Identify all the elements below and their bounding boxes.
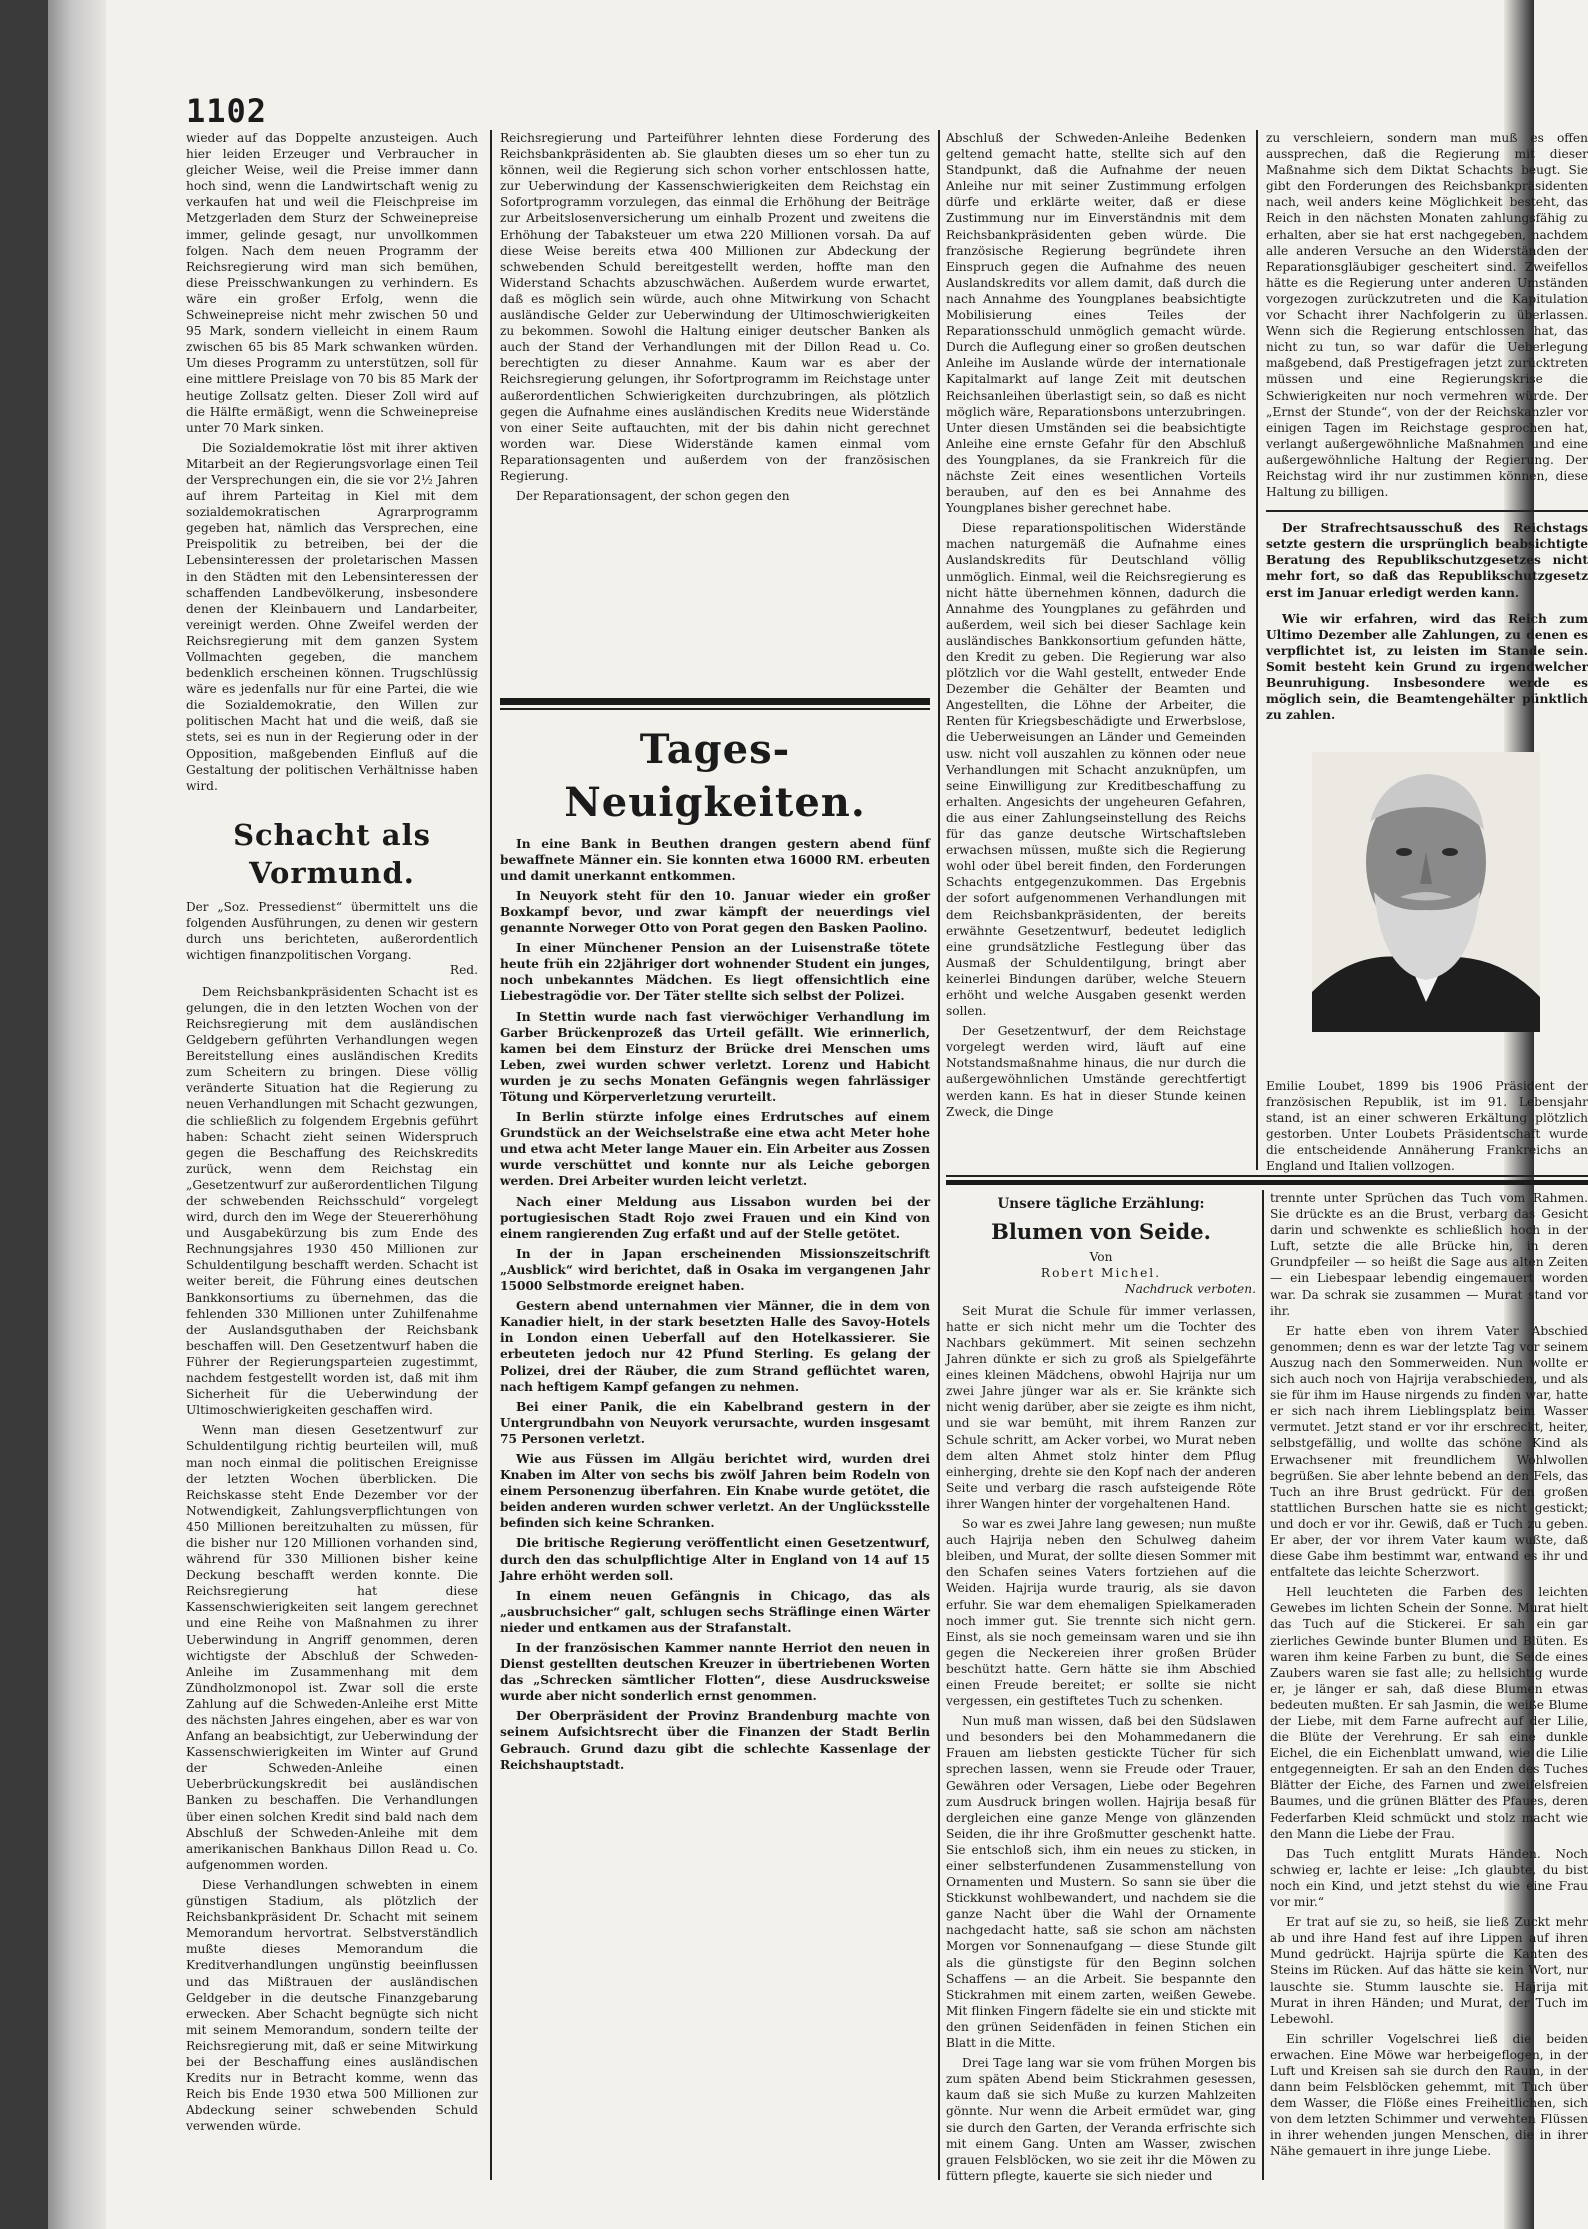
article-paragraph: Diese Verhandlungen schwebten in einem günstigen Stadium, als plötzlich der Reichsbankpräsident Dr. Schacht mit seinem Memorandum hervortrat. Selbstverständlich mußte dieses Memorandum die Kreditverhandlungen ungünstig beeinflussen und das Mißtrauen der ausländischen Geldgeber in die deutsche Finanzgebarung erwecken. Aber Schacht begnügte sich nicht mit seinem Memorandum, sondern teilte der Reichsregierung mit, daß er seine Mitwirkung bei der Beschaffung eines ausländischen Kredits nur in Betracht komme, wenn das Reich bis Ende 1930 etwa 500 Millionen zur Abdeckung seiner schwebenden Schuld verwenden würde. xyxy=(186,1877,478,2134)
news-item: Der Oberpräsident der Provinz Brandenburg machte von seinem Aufsichtsrecht über die Finanzen der Stadt Berlin Gebrauch. Grund dazu gibt die schlechte Kassenlage der Reichshauptstadt. xyxy=(500,1709,930,1772)
news-item: In eine Bank in Beuthen drangen gestern abend fünf bewaffnete Männer ein. Sie konnten etwa 16000 RM. erbeuten und damit unerkannt entkommen. xyxy=(500,836,930,883)
page-gutter-shadow xyxy=(48,0,106,2229)
story-paragraph: Ein schriller Vogelschrei ließ die beiden erwachen. Eine Möwe war herbeigeflogen, in der Luft und Kreisen sah sie durch den Raum, in der dann beim Felsblöcken gehemmt, mit Tuch über dem Wasser, die Flöße eines Freiheitlichen, sich von dem letzten Schimmer und verwehten Flüssen in ihrer wehenden jungen Menschen, die in ihrer Nähe gemauert in ihre junge Liebe. xyxy=(1270,2031,1588,2159)
story-paragraph: Hell leuchteten die Farben des leichten Gewebes im lichten Schein der Sonne. Murat hielt das Tuch auf die Stickerei. Er sah ein gar zierliches Gewinde bunter Blumen und Blüten. Es waren ihm keine Farben zu bunt, die Seide eines Zaubers waren sie fast alle; zu hellsichtig wurde er, je länger er sah, daß diese Blumen etwas bedeuten mußten. Er sah Jasmin, die weiße Blume der Liebe, mit dem Farne aufrecht auf der Lilie, die Blüte der Verehrung. Er sah eine dunkle Eichel, die ein Eichenblatt umwand, wie die Lilie entgegenneigten. Er sah an den Enden des Tuches Blätter der Eiche, des Farnen und zweifelsfreien Baumes, und die grünen Blätter des Pfaues, deren Federfarben Kleid schmückt und stolz macht wie den Mann die Liebe der Frau. xyxy=(1270,1585,1588,1841)
story-paragraph: So war es zwei Jahre lang gewesen; nun mußte auch Hajrija neben den Schulweg daheim bleiben, und Murat, der sollte diesen Sommer mit den Schafen seines Vaters fortziehen auf die Weiden. Hajrija wurde traurig, als sie davon erfuhr. Sie war dem ehemaligen Spielkameraden noch immer gut. Sie trennte sich nicht gern. Einst, als sie noch gemeinsam waren und sie ihn gegen die Neckereien ihrer großen Brüder beschützt hatte. Gern hätte sie ihm Abschied einen Freude bereitet; er sollte sie nicht vergessen, ein gestiftetes Tuch zu schenken. xyxy=(946,1517,1256,1709)
news-item: Nach einer Meldung aus Lissabon wurden bei der portugiesischen Stadt Rojo zwei Frauen und ein Kind von einem rangierenden Zug erfaßt und auf der Stelle getötet. xyxy=(500,1194,930,1241)
news-item: In einer Münchener Pension an der Luisenstraße tötete heute früh ein 22jähriger dort wohnender Student ein junges, noch unbekanntes Mädchen. Es liegt offensichtlich eine Liebestragödie vor. Der Täter stellte sich selbst der Polizei. xyxy=(500,941,930,1004)
story-rule-thick xyxy=(946,1180,1588,1185)
story-rule xyxy=(946,1175,1588,1177)
news-column xyxy=(500,714,930,1777)
col3-paragraph: Abschluß der Schweden-Anleihe Bedenken geltend gemacht hatte, stellte sich auf den Standpunkt, daß die Aufnahme der neuen Anleihe nur mit seiner Zustimmung erfolgen dürfe und erklärte weiter, daß er diese Zustimmung nur im Einverständnis mit dem Reichsbankpräsidenten geben würde. Die französische Regierung begründete ihren Einspruch gegen die Aufnahme des neuen Auslandskredits vor allem damit, daß durch die nach Annahme des Youngplanes beabsichtigte Mobilisierung eines Teiles der Reparationsschuld unmöglich gemacht würde. Durch die Auflegung einer so großen deutschen Anleihe im Auslande würde der internationale Kapitalmarkt auf lange Zeit mit deutschen Reichsanleihen überlastigt sein, so daß es nicht möglich wäre, Reparationsbons unterzubringen. Unter diesen Umständen sei die beabsichtigte Anleihe eine ernste Gefahr für den Abschluß des Youngplanes, da sie Frankreich für die nächste Zeit eines wesentlichen Vorteils berauben, auf den es bei Annahme des Youngplanes bisher gerechnet habe. xyxy=(946,131,1246,516)
article-paragraph: Wenn man diesen Gesetzentwurf zur Schuldentilgung richtig beurteilen will, muß man noch einmal die politischen Ereignisse der letzten Wochen überblicken. Die Reichskasse steht Ende Dezember vor der Notwendigkeit, Zahlungsverpflichtungen von 450 Millionen bereitzuhalten zu müssen, für die bisher nur 120 Millionen vorhanden sind, während für 330 Millionen bisher keine Deckung beschafft werden konnte. Die Reichsregierung hat diese Kassenschwierigkeiten seit langem gerechnet und eine Reihe von Maßnahmen zu ihrer Ueberwindung in Angriff genommen, deren wichtigste der Abschluß der Schweden-Anleihe im Zusammenhang mit dem Zündholzmonopol ist. Zwar soll die erste Zahlung auf die Schweden-Anleihe erst Mitte des nächsten Jahres eingehen, aber es war von Anfang an beabsichtigt, zur Ueberwindung der Kassenschwierigkeiten im Winter auf Grund der Schweden-Anleihe einen Ueberbrückungskredit bei ausländischen Banken zu beschaffen. Die Verhandlungen über einen solchen Kredit sind bald nach dem Abschluß der Schweden-Anleihe mit dem amerikanischen Bankhaus Dillon Read u. Co. aufgenommen worden. xyxy=(186,1423,478,1872)
news-item: In Berlin stürzte infolge eines Erdrutsches auf einem Grundstück an der Weichselstraße eine etwa acht Meter hohe und etwa acht Meter lange Mauer ein. Ein Arbeiter aus Zossen wurde verschüttet und konnte nur als Leiche geborgen werden. Drei Arbeiter wurden leicht verletzt. xyxy=(500,1110,930,1189)
news-item: Bei einer Panik, die ein Kabelbrand gestern in der Untergrundbahn von Neuyork verursachte, wurden insgesamt 75 Personen verletzt. xyxy=(500,1399,930,1446)
news-item: Der Strafrechtsausschuß des Reichstags setzte gestern die ursprünglich beabsichtigte Beratung des Republikschutzgesetzes nicht mehr fort, so daß das Republikschutzgesetz erst im Januar erledigt werden kann. xyxy=(1266,521,1588,600)
section-rule xyxy=(500,698,930,705)
col1-paragraph: Die Sozialdemokratie löst mit ihrer aktiven Mitarbeit an der Regierungsvorlage einen Teil der Versprechungen ein, die sie vor 2½ Jahren auf ihrem Parteitag in Kiel mit dem sozialdemokratischen Agrarprogramm gegeben hat, nämlich das Versprechen, eine Preispolitik zu betreiben, bei der die Lebensinteressen der proletarischen Massen in den Städten mit den Lebensinteressen der schaffenden Landbevölkerung, insbesondere denen der Kleinbauern und Landarbeiter, vereinigt werden. Ohne Zweifel werden der Reichsregierung mit dem ganzen System Vollmachten gegeben, die manchem bedenklich erscheinen können. Trugschlüssig wäre es jedenfalls nur für eine Partei, die wie die Sozialdemokratie, den Willen zur politischen Macht hat und die weiß, daß sie stets, sei es nun in der Regierung oder in der Opposition, maßgebenden Einfluß auf die Gestaltung der politischen Verhältnisse haben wird. xyxy=(186,440,478,793)
news-item: In der in Japan erscheinenden Missionszeitschrift „Ausblick“ wird berichtet, daß in Osaka im vergangenen Jahr 15000 Selbstmorde ereignet haben. xyxy=(500,1246,930,1294)
story-paragraph: Nun muß man wissen, daß bei den Südslawen und besonders bei den Mohammedanern die Frauen am liebsten gestickte Tücher für sich sprechen lassen, wenn sie Freude oder Trauer, Gewähren oder Versagen, Liebe oder Begehren zum Ausdruck bringen wollen. Hajrija besaß für dergleichen eine ganze Menge von glänzenden Seiden, die ihr ihre Großmutter geschenkt hatte. Sie entschloß sich, ihm ein neues zu sticken, in einer selbsterfundenen Zusammenstellung von Ornamenten und Mustern. So sann sie über die Stickkunst wohlbewandert, und nachdem sie die ganze Nacht über die Wahl der Ornamente nachgedacht hatte, saß sie schon am nächsten Morgen vor Sonnenaufgang — diese Stunde gilt als die günstigste für den Beginn solchen Schaffens — an die Arbeit. Sie bespannte den Stickrahmen mit einem zarten, weißen Gewebe. Mit flinken Fingern fädelte sie ein und stickte mit den grünen Seidenfäden in feinen Stichen ein Blatt in die Mitte. xyxy=(946,1714,1256,2051)
story-header: Unsere tägliche Erzählung: xyxy=(997,1196,1205,1212)
article-intro: Der „Soz. Pressedienst“ übermittelt uns die folgenden Ausführungen, zu denen wir gestern durch uns berichteten, außerordentlich wichtigen finanzpolitischen Vorgang. xyxy=(186,900,478,962)
col2-paragraph: Reichsregierung und Parteiführer lehnten diese Forderung des Reichsbankpräsidenten ab. Sie glaubten dieses um so eher tun zu können, weil die Regierung sich schon vorher entschlossen hatte, zur Ueberwindung der Kassenschwierigkeiten dem Reichstag ein Sofortprogramm vorzulegen, das einmal die Erhöhung der Beiträge zur Arbeitslosenversicherung um einhalb Prozent und zweitens die Erhöhung der Tabaksteuer um etwa 220 Millionen vorsah. Da auf diese Weise bereits etwa 400 Millionen zur Abdeckung der schwebenden Schuld bereitgestellt werden, hoffte man den Widerstand Schachts abzuschwächen. Außerdem wurde erwartet, daß es möglich sein würde, auch ohne Mitwirkung von Schacht ausländische Gelder zur Ueberwindung der Ultimoschwierigkeiten zu bekommen. Sowohl die Haltung einiger deutscher Banken als auch der Stand der Verhandlungen mit der Dillon Read u. Co. berechtigten zu dieser Annahme. Kaum war es aber der Reichsregierung gelungen, ihr Sofortprogramm im Reichstage unter außerordentlichen Schwierigkeiten durchzubringen, als plötzlich gegen die Aufnahme eines ausländischen Kredits neue Widerstände von einer Seite auftauchten, mit der bis dahin nicht gerechnet worden war. Diese Widerstände kamen einmal vom Reparationsagenten und außerdem von der französischen Regierung. xyxy=(500,131,930,483)
col1-paragraph: wieder auf das Doppelte anzusteigen. Auch hier leiden Erzeuger und Verbraucher in gleicher Weise, weil die Preise immer dann hoch sind, wenn die Landwirtschaft wenig zu verkaufen hat und weil die Fleischpreise im Metzgerladen dem Sturz der Schweinepreise immer, gelinde gesagt, nur unvollkommen folgen. Nach dem neuen Programm der Reichsregierung wird man sich bemühen, diese Preisschwankungen zu verhindern. Es wäre ein großer Erfolg, wenn die Schweinepreise nicht mehr zwischen 50 und 95 Mark, sondern vielleicht in einem Raum zwischen 65 bis 85 Mark schwanken würden. Um dieses Programm zu unterstützen, soll für eine mittlere Preislage von 70 bis 85 Mark der heutige Zollsatz gelten. Dieser Zoll wird auf die Hälfte ermäßigt, wenn die Schweinepreise unter 70 Mark sinken. xyxy=(186,131,478,435)
story-column-1 xyxy=(946,1190,1256,2188)
story-author: Robert Michel. xyxy=(1040,1265,1162,1280)
column-divider xyxy=(1256,130,1258,1170)
portrait-image xyxy=(1312,752,1540,1032)
short-rule xyxy=(1266,510,1588,512)
col4-paragraph: zu verschleiern, sondern man muß es offen aussprechen, daß die Regierung mit dieser Maßnahme sich dem Diktat Schachts beugt. Sie gibt den Forderungen des Reichsbankpräsidenten nach, weil anders keine Möglichkeit besteht, das Reich in den nächsten Monaten zahlungsfähig zu erhalten, aber sie hat erst nachgegeben, nachdem alle anderen Versuche an den Widerständen der Reparationsgläubiger gescheitert sind. Zweifellos hätte es die Regierung unter anderen Umständen vorgezogen zurückzutreten und die Kapitulation vor Schacht ihrer Nachfolgerin zu überlassen. Wenn sich die Regierung entschlossen hat, das nicht zu tun, so war dafür die Ueberlegung maßgebend, daß Prestigefragen jetzt zurücktreten müssen und eine Regierungskrise die Schwierigkeiten nur noch vermehren würde. Der „Ernst der Stunde“, von der der Reichskanzler vor einigen Tagen im Reichstage gesprochen hat, verlangt außergewöhnliche Maßnahmen und eine außergewöhnliche Haltung der Regierung. Der Reichstag wird ihr nur zustimmen können, diese Haltung zu billigen. xyxy=(1266,131,1588,500)
news-item: Gestern abend unternahmen vier Männer, die in dem von Kanadier hielt, in der stark besetzten Halle des Savoy-Hotels in London einen Ueberfall auf den Hotelkassierer. Sie erbeuteten jedoch nur 42 Pfund Sterling. Es gelang der Polizei, drei der Räuber, die zum Strand geflüchtet waren, nach heftigem Kampf gefangen zu nehmen. xyxy=(500,1299,930,1394)
page-number: 1102 xyxy=(186,92,268,130)
story-paragraph: Seit Murat die Schule für immer verlassen, hatte er sich nicht mehr um die Tochter des Nachbars gekümmert. Mit seinen sechzehn Jahren dünkte er sich zu groß als Spielgefährte eines kleinen Mädchens, obwohl Hajrija nur um zwei Jahre jünger war als er. Sie kränkte sich nicht wenig darüber, aber sie zeigte es ihm nicht, und sie war bemüht, mit ihrem Ranzen zur Schule schritt, am Acker vorbei, wo Murat neben dem alten Ahmet stolz hinter dem Pflug einherging, drehte sie den Kopf nach der anderen Seite und verbarg die rasch aufsteigende Röte ihrer Wangen hinter der vorgehaltenen Hand. xyxy=(946,1303,1256,1511)
column-3 xyxy=(946,130,1246,1124)
portrait-illustration xyxy=(1312,752,1540,1032)
news-item: In der französischen Kammer nannte Herriot den neuen in Dienst gestellten deutschen Kreuzer in übertriebenen Worten das „Schrecken sämtlicher Flotten“, diese Ausdrucksweise wurde aber nicht sonderlich ernst genommen. xyxy=(500,1641,930,1704)
news-item: In Neuyork steht für den 10. Januar wieder ein großer Boxkampf bevor, und zwar kämpft der neuerdings viel genannte Norweger Otto von Porat gegen den Basken Paolino. xyxy=(500,888,930,936)
newspaper-page xyxy=(106,20,1588,2210)
story-paragraph: Das Tuch entglitt Murats Händen. Noch schwieg er, lachte er leise: „Ich glaubte, du bist noch ein Kind, und jetzt stehst du wie eine Frau vor mir.“ xyxy=(1270,1846,1588,1910)
column-2 xyxy=(500,130,930,508)
portrait-caption: Emilie Loubet, 1899 bis 1906 Präsident der französischen Republik, ist im 91. Lebensjahr stand, ist an einer schweren Erkältung plötzlich gestorben. Unter Loubets Präsidentschaft wurde die entscheidende Annäherung Frankreichs an England und Italien vollzogen. xyxy=(1266,1079,1588,1174)
column-4 xyxy=(1266,130,1588,727)
story-title: Blumen von Seide. xyxy=(991,1218,1211,1244)
col3-paragraph: Der Gesetzentwurf, der dem Reichstage vorgelegt werden wird, läuft auf eine Notstandsmaßnahme hinaus, die nur durch die außergewöhnlichen Umstände gerechtfertigt werden kann. Es hat in dieser Stunde keinen Zweck, die Dinge xyxy=(946,1024,1246,1119)
story-paragraph: trennte unter Sprüchen das Tuch vom Rahmen. Sie drückte es an die Brust, verbarg das Gesicht darin und schwenkte es schließlich hoch in der Luft, setzte die alle Brücke hin, in deren Grundpfeiler — so heißt die Sage aus alten Zeiten — ein Liebespaar lebendig eingemauert worden war. Da schrak sie zusammen — Murat stand vor ihr. xyxy=(1270,1191,1588,1318)
news-item: Wie aus Füssen im Allgäu berichtet wird, wurden drei Knaben im Alter von sechs bis zwölf Jahren beim Rodeln von einem Personenzug überfahren. Ein Knabe wurde getötet, die beiden anderen wurden schwer verletzt. An der Unglücksstelle befinden sich keine Schranken. xyxy=(500,1451,930,1531)
news-item: In einem neuen Gefängnis in Chicago, das als „ausbruchsicher“ galt, schlugen sechs Sträflinge einen Wärter nieder und entkamen aus der Strafanstalt. xyxy=(500,1588,930,1635)
col2-paragraph: Der Reparationsagent, der schon gegen den xyxy=(516,489,790,504)
section-rule-thin xyxy=(500,708,930,710)
news-item: Die britische Regierung veröffentlicht einen Gesetzentwurf, durch den das schulpflichtige Alter in England von 14 auf 15 Jahre erhöht werden soll. xyxy=(500,1536,930,1583)
story-column-2 xyxy=(1270,1190,1588,2164)
story-paragraph: Drei Tage lang war sie vom frühen Morgen bis zum späten Abend beim Stickrahmen gesessen, kaum daß sie sich Muße zu kurzen Mahlzeiten gönnte. Nur wenn die Arbeit ermüdet war, ging sie durch den Garten, der Veranda erfrischte sich mit einem Gang. Unten am Wasser, zwischen grauen Felsblöcken, wo sie zeit ihr die Möwen zu füttern pflegte, kauerte sie sich nieder und xyxy=(946,2056,1256,2183)
story-paragraph: Er trat auf sie zu, so heiß, sie ließ Zuckt mehr ab und ihre Hand fest auf ihre Lippen auf ihren Mund gedrückt. Hajrija spürte die Kanten des Steins im Rücken. Auf das hätte sie kein Wort, nur lauschte sie. Stumm lauschte sie. Hajrija mit Murat in ihren Händen; und Murat, der Tuch im Lebewohl. xyxy=(1270,1915,1588,2026)
news-item: Wie wir erfahren, wird das Reich zum Ultimo Dezember alle Zahlungen, zu denen es verpflichtet ist, zu leisten im Stande sein. Somit besteht kein Grund zu irgendwelcher Beunruhigung. Insbesondere werde es möglich sein, die Beamtengehälter pünktlich zu zahlen. xyxy=(1266,611,1588,723)
section-title-tages-neuigkeiten: Tages-Neuigkeiten. xyxy=(564,726,866,826)
story-byline-von: Von xyxy=(1089,1249,1113,1264)
column-divider xyxy=(490,130,492,2180)
col3-paragraph: Diese reparationspolitischen Widerstände machen naturgemäß die Aufnahme eines Auslandskredits für Deutschland völlig unmöglich. Einmal, weil die Reichsregierung es nicht hätte übernehmen können, dadurch die Annahme des Youngplanes zu gefährden und außerdem, weil sich bei dieser Sachlage kein ausländisches Bankkonsortium gefunden hätte, den Kredit zu geben. Die Regierung war also plötzlich vor die Wahl gestellt, entweder Ende Dezember die Gehälter der Beamten und Angestellten, die Löhne der Arbeiter, die Renten für Kriegsbeschädigte und Erwerbslose, die Ueberweisungen an Länder und Gemeinden usw. nicht voll auszahlen zu können oder neue Verhandlungen mit Schacht anzuknüpfen, um seine Einwilligung zur Kreditbeschaffung zu erhalten. Angesichts der ungeheuren Gefahren, die aus einer Zahlungseinstellung des Reichs für das ganze deutsche Wirtschaftsleben erwachsen müssen, mußte sich die Regierung wohl oder übel bereit finden, den Forderungen Schachts entgegenzukommen. Das Ergebnis der sofort aufgenommenen Verhandlungen mit dem Reichsbankpräsidenten, der bereits erwähnte Gesetzentwurf, bedeutet lediglich eine grundsätzliche Festlegung über das Ausmaß der Schuldentilgung, bringt aber keinerlei Bindungen darüber, welche Steuern erhöht und welche Ausgaben gesenkt werden sollen. xyxy=(946,521,1246,1019)
story-note: Nachdruck verboten. xyxy=(1124,1281,1256,1296)
article-paragraph: Dem Reichsbankpräsidenten Schacht ist es gelungen, die in den letzten Wochen von der Reichsregierung mit dem ausländischen Geldgebern geführten Verhandlungen wegen Bereitstellung eines ausländischen Kredits zum Scheitern zu bringen. Diese völlig veränderte Situation hat die Regierung zu neuen Verhandlungen mit Schacht gezwungen, die schließlich zu folgendem Ergebnis geführt haben: Schacht zieht seinen Widerspruch gegen die Beschaffung des Reichskredits zurück, wenn dem Reichstag ein „Gesetzentwurf zur außerordentlichen Tilgung der schwebenden Reichsschuld“ vorgelegt wird, durch den im Wege der Steuererhöhung und Ausgabekürzung bis zum Ende des Rechnungsjahres 1930 450 Millionen zur Schuldentilgung beschafft werden. Schacht ist weiter bereit, die Führung eines deutschen Bankkonsortiums zu übernehmen, das die fehlenden 330 Millionen unter Zuhilfenahme der Auslandsguthaben der Reichsbank beschaffen will. Den Gesetzentwurf haben die Führer der Regierungsparteien zugestimmt, nachdem festgestellt worden ist, daß mit ihm Sicherheit für die Ueberwindung der Ultimoschwierigkeiten geschaffen wird. xyxy=(186,984,478,1418)
column-divider xyxy=(1262,1190,1264,2180)
article-title-schacht: Schacht als Vormund. xyxy=(233,817,431,891)
story-paragraph: Er hatte eben von ihrem Vater Abschied genommen; denn es war der letzte Tag vor seinem Auszug nach den Sommerweiden. Nun wollte er sich auch noch von Hajrija verabschieden, und als sie für ihm im Hause nirgends zu finden war, hatte er sich nach ihrem Lieblingsplatz beim Wasser vermutet. Jetzt stand er vor ihr erschreckt, heiter, selbstgefällig, und wollte das schöne Kind als Erwachsener mit freundlichem Wohlwollen begrüßen. Sie aber lehnte bebend an den Fels, das Tuch an ihre Brust gedrückt. Für den großen stattlichen Burschen hatte sie es nicht gestickt; und doch er vor ihr. Gewiß, daß er Tuch zu geben. Er aber, der vor ihrem Vater kaum wußte, daß diese Gabe ihm bestimmt war, entwand es ihr und entfaltete das leichte Scherzwort. xyxy=(1270,1323,1588,1580)
intro-signature: Red. xyxy=(449,962,478,977)
column-divider xyxy=(938,130,940,2180)
news-item: In Stettin wurde nach fast vierwöchiger Verhandlung im Garber Brückenprozeß das Urteil gefällt. Wie erinnerlich, kamen bei dem Einsturz der Brücke drei Menschen ums Leben, zwei wurden schwer verletzt. Lorenz und Habicht wurden je zu sechs Monaten Gefängnis wegen fahrlässiger Tötung und Körperverletzung verurteilt. xyxy=(500,1009,930,1104)
column-1 xyxy=(186,130,478,2138)
book-binding xyxy=(0,0,48,2229)
